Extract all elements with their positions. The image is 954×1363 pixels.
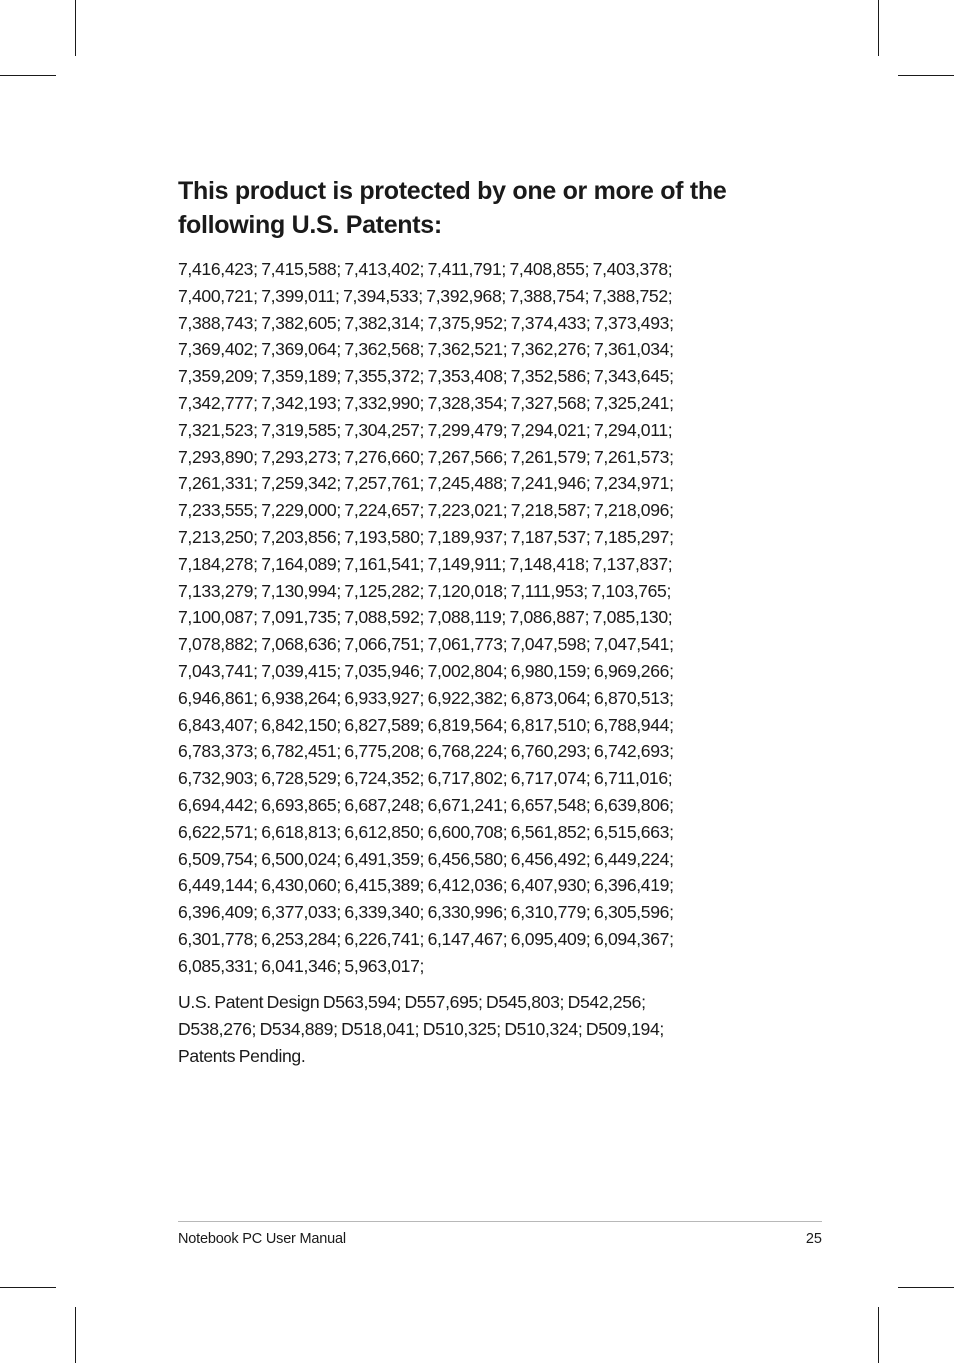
patent-line: 7,184,278; 7,164,089; 7,161,541; 7,149,911; 7,148,418; 7,137,837; [178, 553, 673, 574]
patent-line: 7,261,331; 7,259,342; 7,257,761; 7,245,488; 7,241,946; 7,234,971; [178, 473, 674, 494]
design-patent-list [178, 989, 748, 1069]
crop-mark-bottom-left-vertical [75, 1307, 76, 1363]
patent-line: 6,783,373; 6,782,451; 6,775,208; 6,768,224; 6,760,293; 6,742,693; [178, 741, 674, 762]
design-line: D538,276; D534,889; D518,041; D510,325; D510,324; D509,194; [178, 1018, 664, 1039]
patent-line: 7,213,250; 7,203,856; 7,193,580; 7,189,937; 7,187,537; 7,185,297; [178, 526, 674, 547]
patent-line: 6,396,409; 6,377,033; 6,339,340; 6,330,996; 6,310,779; 6,305,596; [178, 902, 674, 923]
footer-divider [178, 1221, 822, 1222]
crop-mark-top-right-vertical [878, 0, 879, 56]
patent-line: 6,301,778; 6,253,284; 6,226,741; 6,147,467; 6,095,409; 6,094,367; [178, 928, 674, 949]
patent-line: 7,342,777; 7,342,193; 7,332,990; 7,328,354; 7,327,568; 7,325,241; [178, 392, 674, 413]
patent-line: 6,732,903; 6,728,529; 6,724,352; 6,717,802; 6,717,074; 6,711,016; [178, 768, 673, 789]
patent-line: 6,622,571; 6,618,813; 6,612,850; 6,600,708; 6,561,852; 6,515,663; [178, 821, 674, 842]
crop-mark-bottom-right-horizontal [898, 1287, 954, 1288]
crop-mark-bottom-right-vertical [878, 1307, 879, 1363]
design-line: U.S. Patent Design D563,594; D557,695; D545,803; D542,256; [178, 992, 646, 1012]
patent-line: 7,321,523; 7,319,585; 7,304,257; 7,299,479; 7,294,021; 7,294,011; [178, 419, 673, 440]
patent-line: 7,043,741; 7,039,415; 7,035,946; 7,002,804; 6,980,159; 6,969,266; [178, 660, 674, 681]
patent-line: 7,369,402; 7,369,064; 7,362,568; 7,362,521; 7,362,276; 7,361,034; [178, 339, 674, 360]
patent-number-list [178, 256, 748, 980]
design-line: Patents Pending. [178, 1045, 306, 1066]
patent-line: 7,388,743; 7,382,605; 7,382,314; 7,375,952; 7,374,433; 7,373,493; [178, 312, 674, 333]
patent-line: 6,843,407; 6,842,150; 6,827,589; 6,819,564; 6,817,510; 6,788,944; [178, 714, 674, 735]
patent-line: 7,359,209; 7,359,189; 7,355,372; 7,353,408; 7,352,586; 7,343,645; [178, 366, 674, 387]
crop-mark-top-left-vertical [75, 0, 76, 56]
patent-line: 6,085,331; 6,041,346; 5,963,017; [178, 955, 425, 976]
patent-line: 7,133,279; 7,130,994; 7,125,282; 7,120,018; 7,111,953; 7,103,765; [178, 580, 672, 601]
patent-line: 6,694,442; 6,693,865; 6,687,248; 6,671,241; 6,657,548; 6,639,806; [178, 794, 674, 815]
crop-mark-top-left-horizontal [0, 75, 56, 76]
patent-line: 7,078,882; 7,068,636; 7,066,751; 7,061,773; 7,047,598; 7,047,541; [178, 634, 674, 655]
patent-line: 6,946,861; 6,938,264; 6,933,927; 6,922,382; 6,873,064; 6,870,513; [178, 687, 674, 708]
patent-line: 6,509,754; 6,500,024; 6,491,359; 6,456,580; 6,456,492; 6,449,224; [178, 848, 674, 869]
patent-line: 7,233,555; 7,229,000; 7,224,657; 7,223,021; 7,218,587; 7,218,096; [178, 500, 674, 521]
patent-line: 6,449,144; 6,430,060; 6,415,389; 6,412,036; 6,407,930; 6,396,419; [178, 875, 674, 896]
patent-line: 7,293,890; 7,293,273; 7,276,660; 7,267,566; 7,261,579; 7,261,573; [178, 446, 674, 467]
patent-line: 7,400,721; 7,399,011; 7,394,533; 7,392,968; 7,388,754; 7,388,752; [178, 285, 673, 306]
patent-line: 7,416,423; 7,415,588; 7,413,402; 7,411,791; 7,408,855; 7,403,378; [178, 259, 673, 279]
page-number: 25 [805, 1231, 822, 1247]
crop-mark-top-right-horizontal [898, 75, 954, 76]
patent-line: 7,100,087; 7,091,735; 7,088,592; 7,088,119; 7,086,887; 7,085,130; [178, 607, 673, 628]
footer-manual-title: Notebook PC User Manual [178, 1231, 346, 1247]
page-heading: This product is protected by one or more of the following U.S. Patents: [178, 177, 727, 239]
crop-mark-bottom-left-horizontal [0, 1287, 56, 1288]
